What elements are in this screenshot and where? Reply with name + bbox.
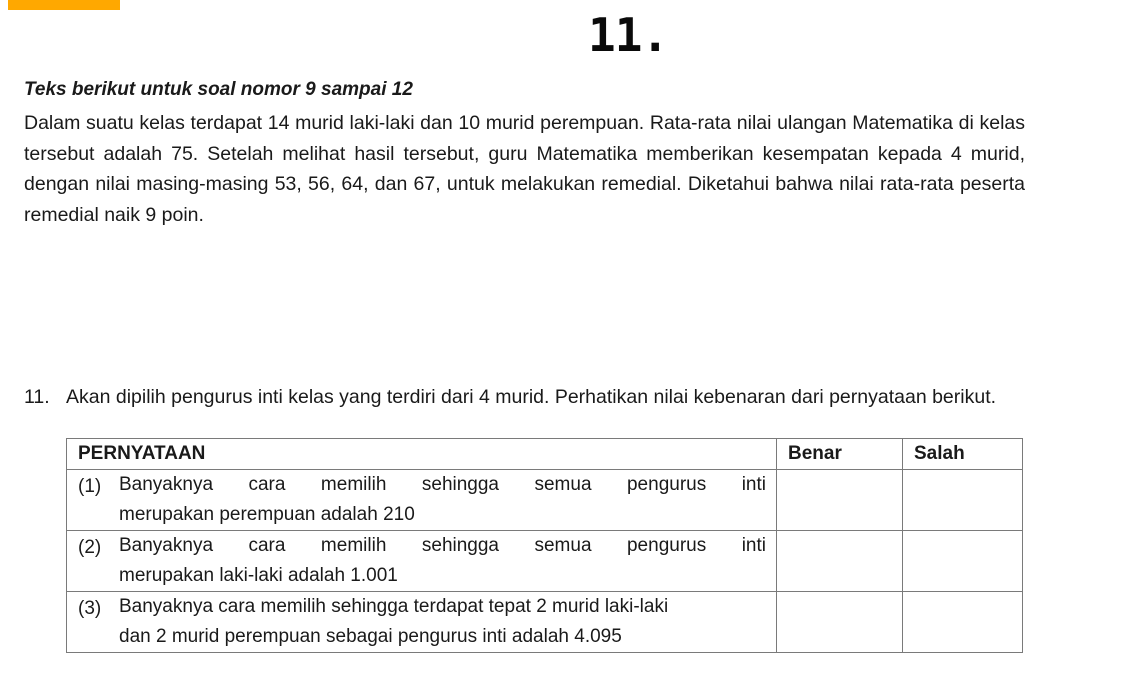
passage-heading: Teks berikut untuk soal nomor 9 sampai 12 [24,79,413,100]
statement-cell [67,470,777,531]
salah-cell-2[interactable] [903,531,1023,592]
table-header-row [67,439,1023,470]
benar-cell-2[interactable] [777,531,903,592]
statements-table [66,438,1023,653]
question-number: 11. [24,386,50,408]
header-salah: Salah [903,439,1023,470]
question-text: Akan dipilih pengurus inti kelas yang terdiri dari 4 murid. Perhatikan nilai kebenaran dari pernyataan berikut. [66,386,997,408]
orange-accent-bar [8,0,120,10]
statement-line-1: Banyaknya cara memilih sehingga semua pengurus inti [119,474,766,495]
page-number: 11. [588,8,669,62]
statement-line-1: Banyaknya cara memilih sehingga semua pengurus inti [119,535,766,556]
question-11 [24,383,1025,412]
header-pernyataan: PERNYATAAN [67,439,777,470]
passage-text: Dalam suatu kelas terdapat 14 murid laki-laki dan 10 murid perempuan. Rata-rata nilai ulangan Matematika di kelas tersebut adalah 75. Setelah melihat hasil tersebut, guru Matematika memberikan kesempatan kepada 4 murid, dengan nilai masing-masing 53, 56, 64, dan 67, untuk melakukan remedial. Diketahui bahwa nilai rata-rata peserta remedial naik 9 poin. [24,112,1025,226]
benar-cell-1[interactable] [777,470,903,531]
statement-cell [67,531,777,592]
statement-label: (1) [78,476,102,497]
header-benar: Benar [777,439,903,470]
table-row [67,531,1023,592]
benar-cell-3[interactable] [777,592,903,653]
statement-label: (2) [78,537,102,558]
table-row [67,470,1023,531]
salah-cell-1[interactable] [903,470,1023,531]
statement-line-1: Banyaknya cara memilih sehingga terdapat tepat 2 murid laki-laki [119,596,669,617]
statement-line-2: merupakan perempuan adalah 210 [119,504,415,525]
statement-label: (3) [78,598,102,619]
statement-line-2: merupakan laki-laki adalah 1.001 [119,565,398,586]
statement-line-2: dan 2 murid perempuan sebagai pengurus inti adalah 4.095 [119,626,622,647]
statement-cell [67,592,777,653]
table-row [67,592,1023,653]
salah-cell-3[interactable] [903,592,1023,653]
